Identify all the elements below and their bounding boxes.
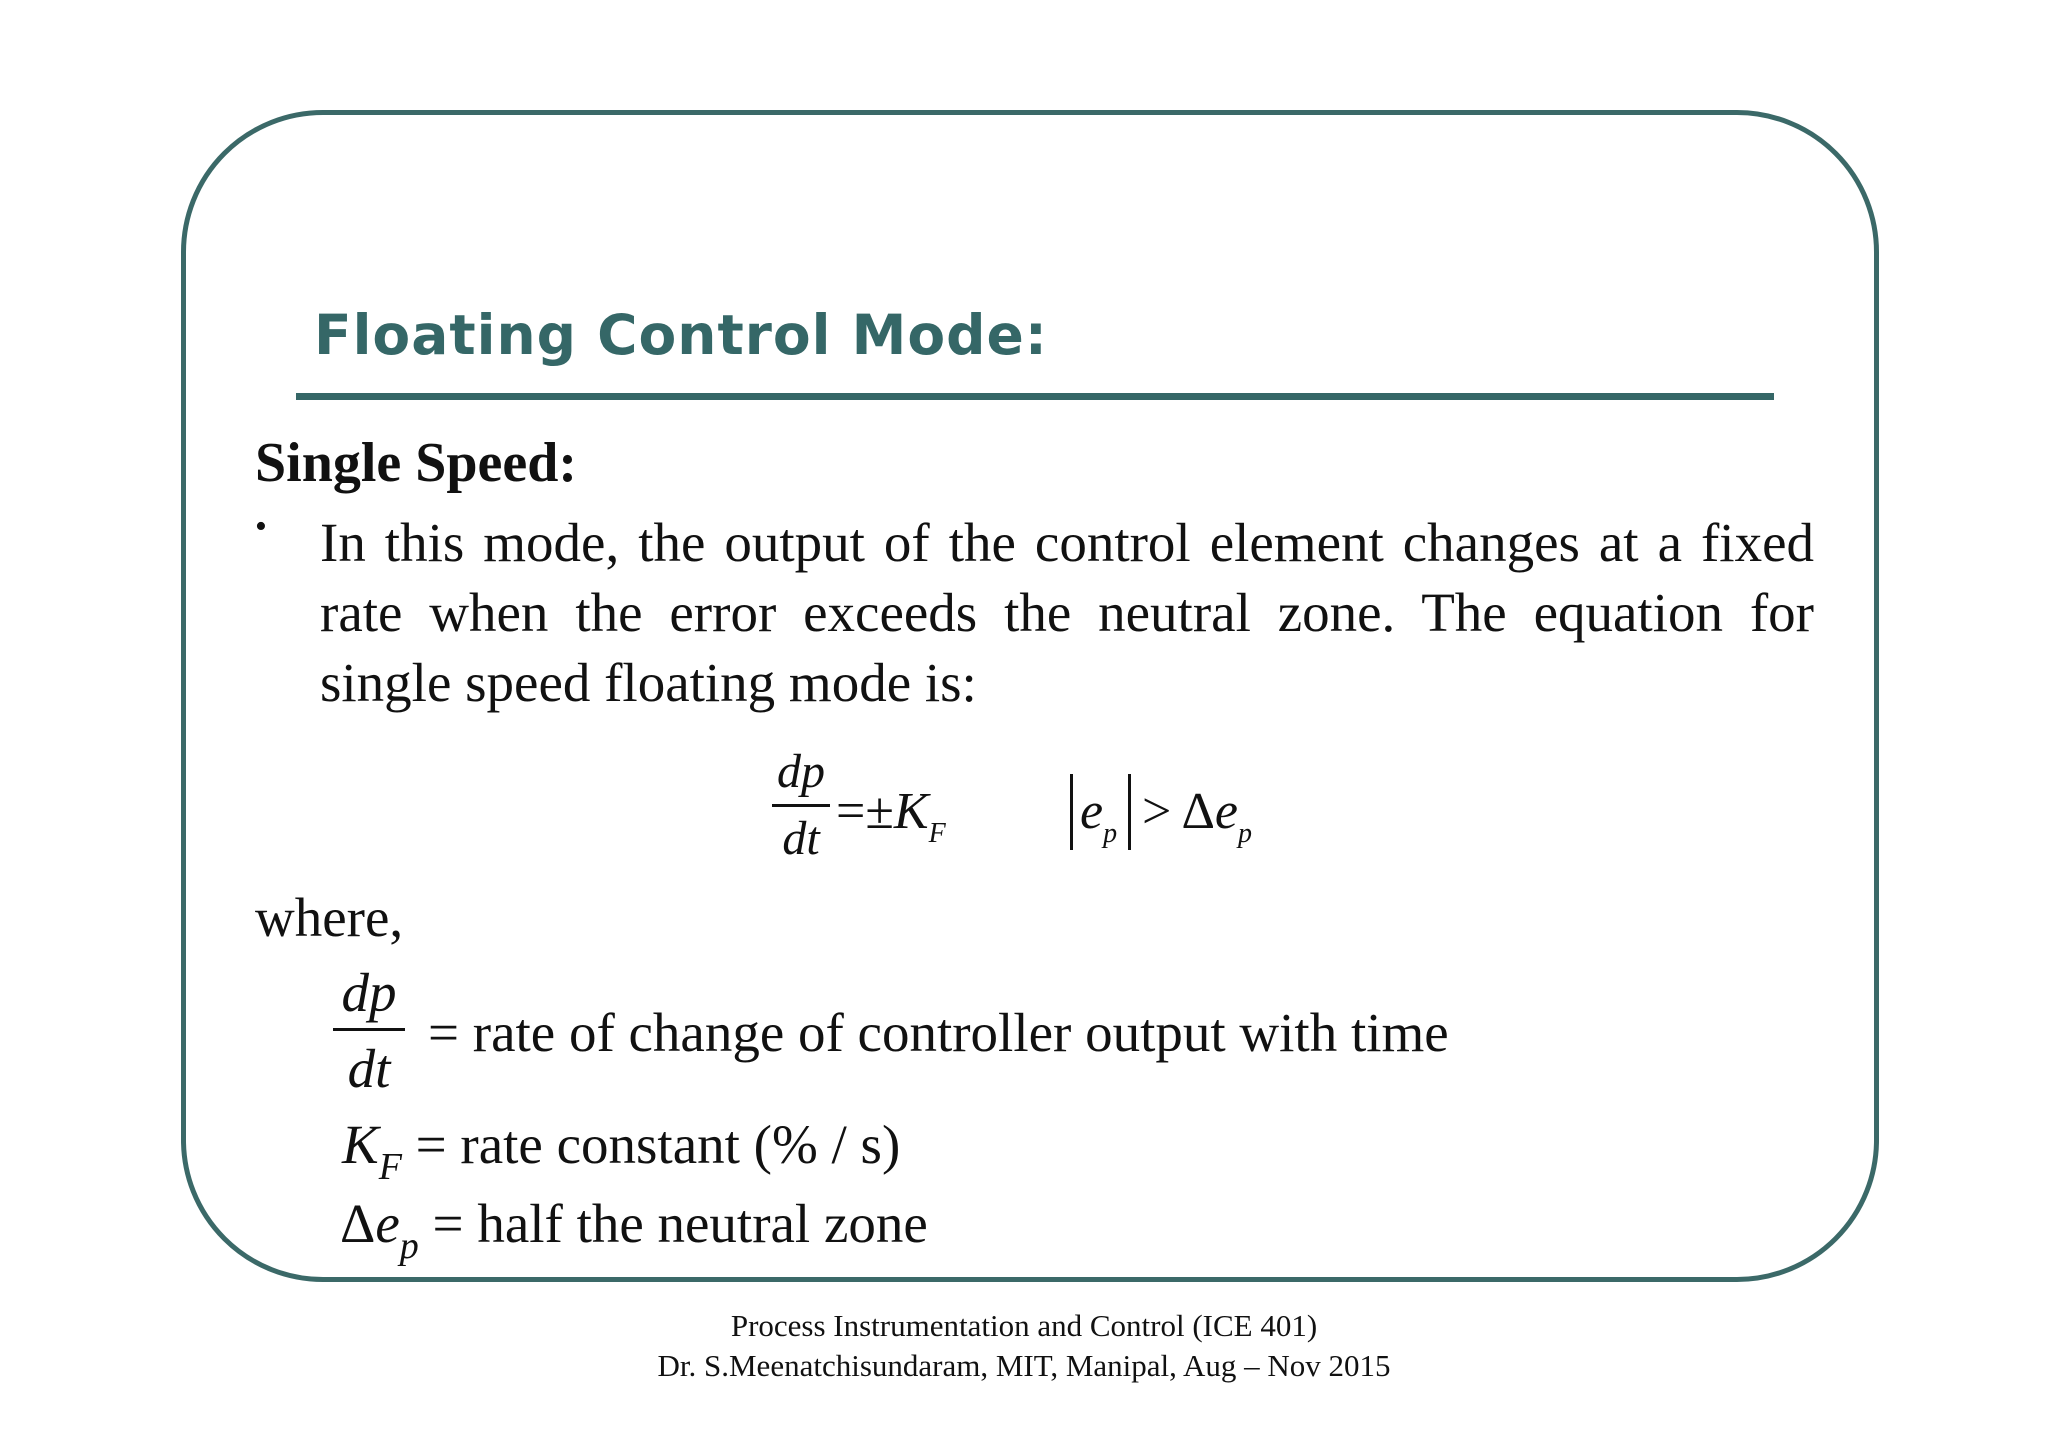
definition-ep-text: = half the neutral zone: [418, 1193, 928, 1254]
definition-rate-text: = rate of change of controller output with time: [428, 1002, 1449, 1063]
footer-author: Dr. S.Meenatchisundaram, MIT, Manipal, Aug – Nov 2015: [657, 1348, 1391, 1383]
equation-denominator: dt: [782, 812, 820, 865]
definition-denominator: dt: [347, 1038, 391, 1099]
definition-ep-var: e: [375, 1193, 400, 1254]
condition-rhs-sub: p: [1238, 818, 1253, 849]
subheading: Single Speed:: [255, 432, 578, 494]
definition-kf: [342, 1114, 901, 1188]
paragraph: In this mode, the output of the control element changes at a fixed rate when the error exceeds the neutral zone. The equation for single speed floating mode is:: [320, 512, 1814, 713]
equation-rhs: [836, 783, 946, 849]
equation-rhs-var: K: [893, 783, 929, 840]
title-underline: [296, 393, 1774, 400]
equation-fraction: [772, 745, 830, 865]
definition-delta: Δ: [340, 1193, 376, 1254]
definition-fraction-bar: [333, 1028, 405, 1031]
definition-kf-text: = rate constant (% / s): [401, 1114, 901, 1175]
fraction-bar: [772, 804, 830, 807]
where-label: where,: [255, 887, 404, 948]
equation-condition-rhs: [1142, 783, 1253, 849]
equation-rhs-prefix: =±: [836, 783, 894, 840]
footer-course: Process Instrumentation and Control (ICE 401): [730, 1308, 1318, 1343]
floating-mode-equation: [768, 745, 1288, 878]
slide-title: Floating Control Mode:: [314, 303, 1048, 367]
definition-kf-var: K: [342, 1114, 379, 1175]
equation-rhs-sub: F: [928, 818, 946, 849]
condition-rhs-var: e: [1214, 783, 1239, 840]
definition-ep-sub: p: [399, 1225, 419, 1267]
definition-numerator: dp: [341, 962, 397, 1023]
definition-kf-sub: F: [378, 1146, 402, 1188]
abs-bar-right: [1128, 774, 1131, 850]
condition-sub: p: [1103, 818, 1118, 849]
condition-var: e: [1080, 783, 1104, 840]
abs-bar-left: [1070, 774, 1073, 850]
equation-condition-lhs: [1080, 783, 1118, 849]
definition-fraction: [333, 962, 405, 1099]
bullet-icon: •: [255, 508, 267, 545]
equation-numerator: dp: [777, 745, 825, 798]
definition-delta-ep: [340, 1193, 928, 1267]
condition-delta: Δ: [1181, 783, 1215, 840]
condition-op: >: [1142, 783, 1172, 840]
